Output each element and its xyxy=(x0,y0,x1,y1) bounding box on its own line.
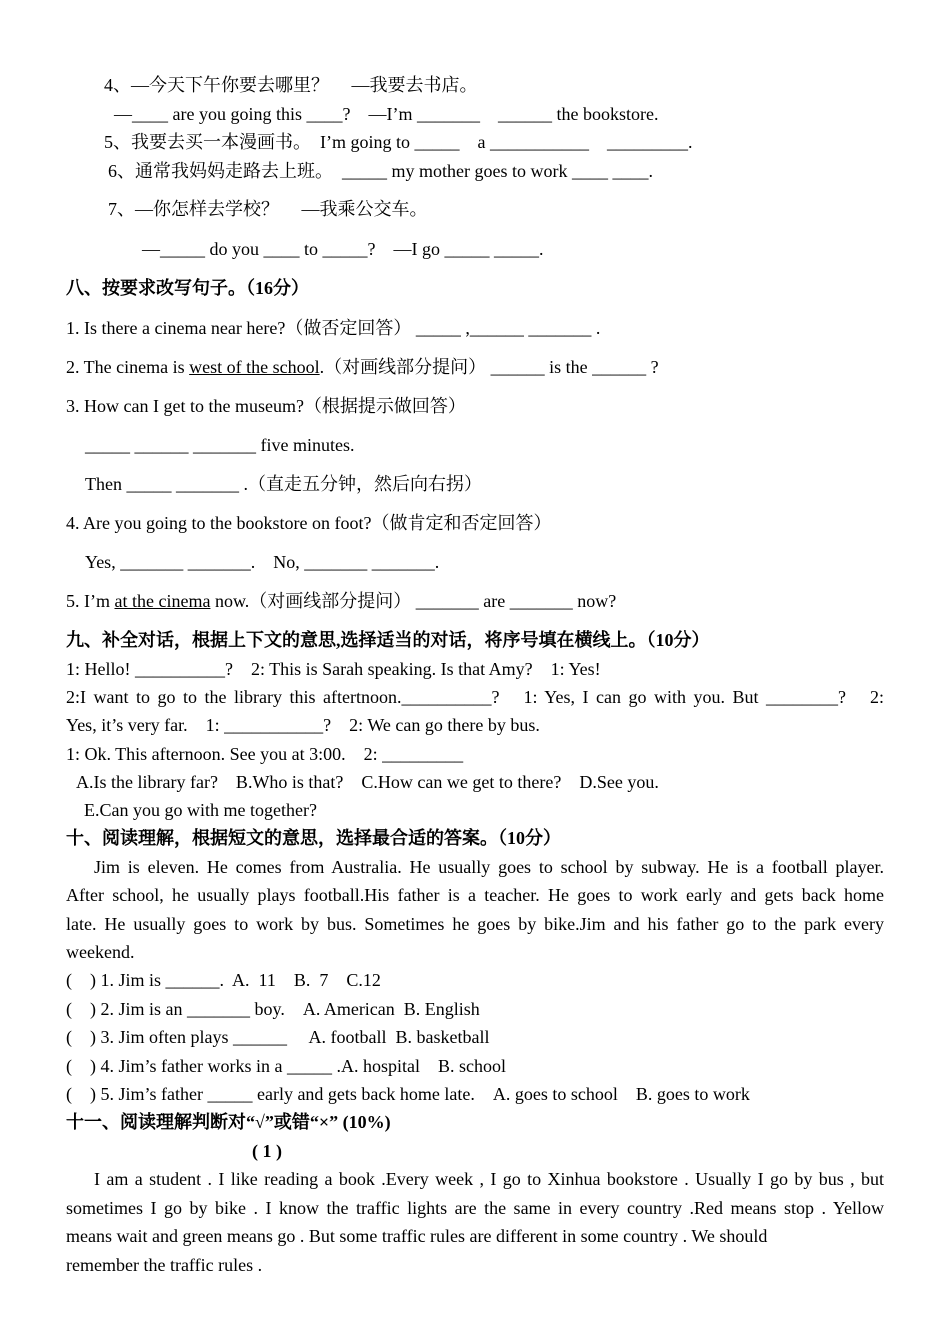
s7-item-5: 5、我要去买一本漫画书。 I’m going to _____ a ___________ _________. xyxy=(104,132,693,152)
s9-line-4: 1: Ok. This afternoon. See you at 3:00. 2: _________ xyxy=(66,744,464,764)
s8-heading: 八、按要求改写句子。（16分） xyxy=(66,278,309,298)
s8-q4: 4. Are you going to the bookstore on foot?（做肯定和否定回答） xyxy=(66,513,552,533)
s11-passage-1: I am a student . I like reading a book .Every week , I go to Xinhua bookstore . Usually I go by bus , but xyxy=(94,1169,884,1189)
s8-q5-underlined: at the cinema xyxy=(114,591,211,611)
s8-q2-after: .（对画线部分提问） ______ is the ______ ? xyxy=(319,357,659,377)
s7-item-6: 6、通常我妈妈走路去上班。 _____ my mother goes to work ____ ____. xyxy=(108,161,653,181)
s10-question-3: ( ) 3. Jim often plays ______ A. football B. basketball xyxy=(66,1027,490,1047)
s7-item-7-cn: 7、—你怎样去学校？ —我乘公交车。 xyxy=(108,199,428,219)
s9-line-1: 1: Hello! __________? 2: This is Sarah speaking. Is that Amy? 1: Yes! xyxy=(66,659,601,679)
s10-passage-4: weekend. xyxy=(66,942,135,962)
s9-heading: 九、补全对话，根据上下文的意思,选择适当的对话，将序号填在横线上。（10分） xyxy=(66,630,710,650)
s8-q4-answer: Yes, _______ _______. No, _______ _______. xyxy=(85,552,440,572)
s9-options-2: E.Can you go with me together? xyxy=(84,800,317,820)
s10-question-5: ( ) 5. Jim’s father _____ early and gets back home late. A. goes to school B. goes to work xyxy=(66,1084,750,1104)
s9-line-3: Yes, it’s very far. 1: ___________? 2: We can go there by bus. xyxy=(66,715,540,735)
s8-q2 xyxy=(66,356,659,378)
s9-options-1: A.Is the library far? B.Who is that? C.How can we get to there? D.See you. xyxy=(76,772,659,792)
s11-heading: 十一、阅读理解判断对“√”或错“×” (10%) xyxy=(66,1112,391,1132)
s8-q1: 1. Is there a cinema near here?（做否定回答） _____ ,______ _______ . xyxy=(66,318,601,338)
s10-question-2: ( ) 2. Jim is an _______ boy. A. American B. English xyxy=(66,999,480,1019)
s7-item-4-en: —____ are you going this ____? —I’m _______ ______ the bookstore. xyxy=(114,104,659,124)
s10-passage-2: After school, he usually plays football.His father is a teacher. He goes to work early and gets back home xyxy=(66,885,884,905)
s7-item-4-cn: 4、—今天下午你要去哪里？ —我要去书店。 xyxy=(104,75,478,95)
s8-q3: 3. How can I get to the museum?（根据提示做回答） xyxy=(66,396,466,416)
s11-passage-2: sometimes I go by bike . I know the traffic lights are the same in every country .Red means stop . Yellow xyxy=(66,1198,884,1218)
s10-passage-3: late. He usually goes to work by bus. Sometimes he goes by bike.Jim and his father go to the park every xyxy=(66,914,884,934)
s7-item-7-en: —_____ do you ____ to _____? —I go _____ _____. xyxy=(142,239,544,259)
s8-q2-before: 2. The cinema is xyxy=(66,357,190,377)
s11-passage-3: means wait and green means go . But some traffic rules are different in some country . We should xyxy=(66,1226,768,1246)
s10-passage-1: Jim is eleven. He comes from Australia. He usually goes to school by subway. He is a football player. xyxy=(94,857,884,877)
s10-heading: 十、阅读理解，根据短文的意思，选择最合适的答案。（10分） xyxy=(66,828,561,848)
s8-q5-before: 5. I’m xyxy=(66,591,115,611)
s11-passage-4: remember the traffic rules . xyxy=(66,1255,263,1275)
s8-q2-underlined: west of the school xyxy=(189,357,320,377)
s10-question-4: ( ) 4. Jim’s father works in a _____ .A. hospital B. school xyxy=(66,1056,506,1076)
s8-q3-line2: Then _____ _______ .（直走五分钟，然后向右拐） xyxy=(85,474,482,494)
s9-line-2: 2:I want to go to the library this aftertnoon.__________? 1: Yes, I can go with you. But ________? 2: xyxy=(66,687,884,707)
s8-q5 xyxy=(66,590,616,612)
s10-question-1: ( ) 1. Jim is ______. A. 11 B. 7 C.12 xyxy=(66,970,381,990)
s8-q3-line1: _____ ______ _______ five minutes. xyxy=(85,435,355,455)
s8-q5-after: now.（对画线部分提问） _______ are _______ now? xyxy=(210,591,617,611)
s11-subheading: ( 1 ) xyxy=(252,1141,282,1161)
